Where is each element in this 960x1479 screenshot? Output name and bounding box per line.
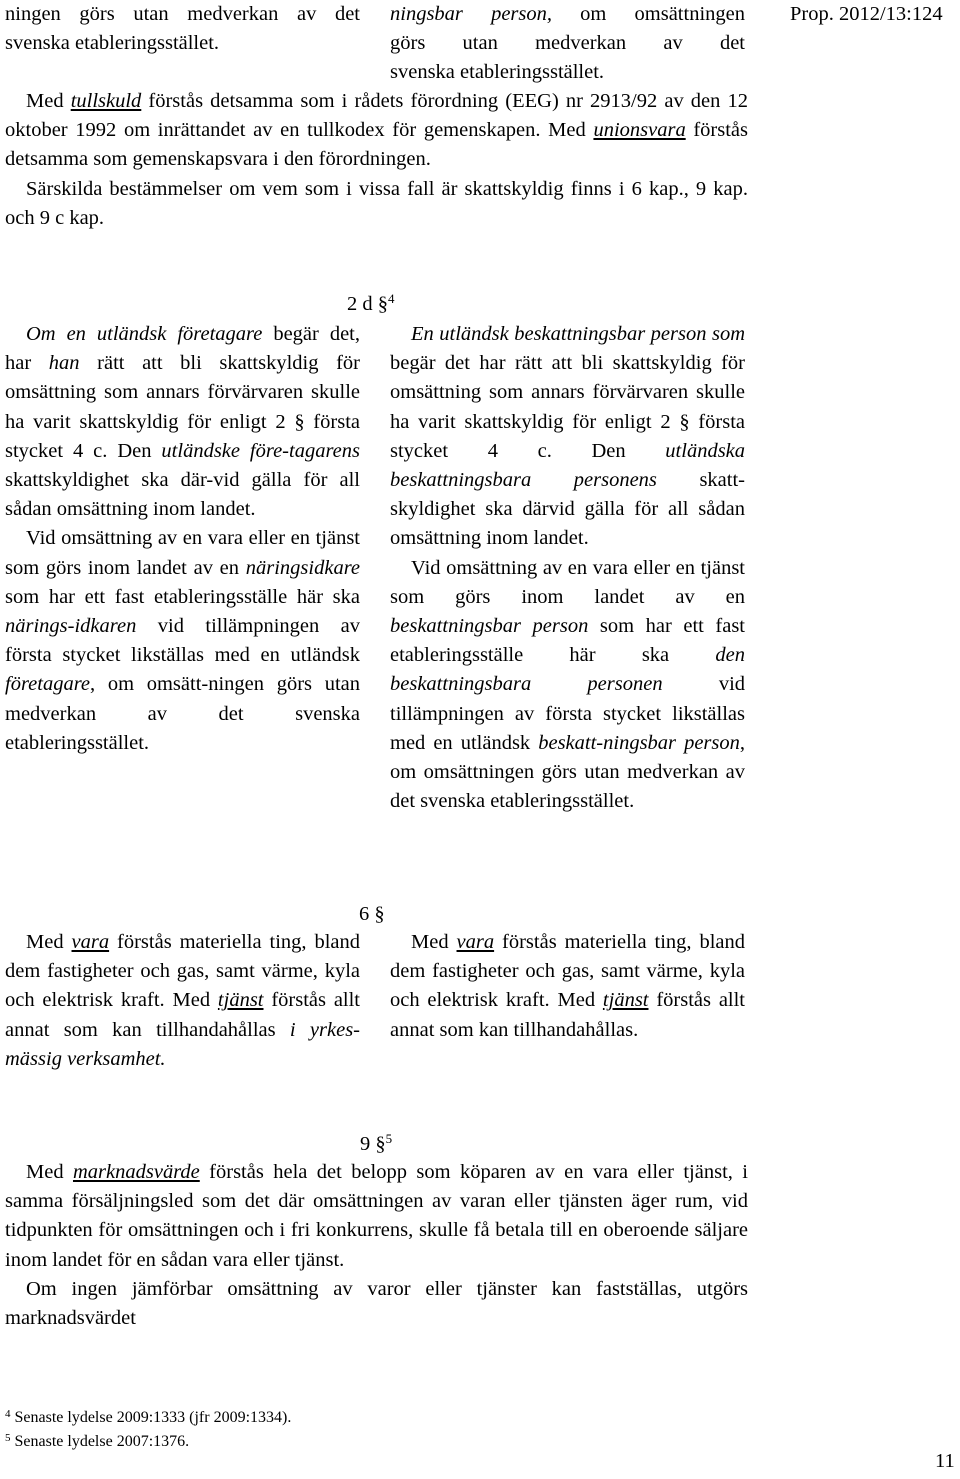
section-heading-9: 9 §$^5$ <box>360 1131 393 1155</box>
term-tullskuld: tullskuld <box>70 90 142 112</box>
section-2d-right-p1: En utländsk beskattningsbar person som begär det har rätt att bli skattskyldig för omsättning som annars förvärvaren skulle ha varit skattskyldig för enligt 2 § första stycket 4 c. Den utländska beskattningsbara personens skatt-skyldighet ska därvid gälla för all sådan omsättning inom landet. <box>390 323 746 550</box>
section-2d-current-text <box>5 320 360 758</box>
term-tjanst: tjänst <box>602 989 649 1012</box>
top-right-continuation <box>390 0 745 88</box>
proposition-reference: Prop. 2012/13:124 <box>790 3 943 25</box>
footnote-5: $^5$ Senaste lydelse 2007:1376. <box>5 1432 190 1450</box>
term-unionsvara: unionsvara <box>593 119 686 142</box>
section-9-p2: Om ingen jämförbar omsättning av varor eller tjänster kan fastställas, utgörs marknadsvärdet <box>5 1277 748 1330</box>
text-line: ningen görs utan medverkan av det <box>5 3 360 25</box>
section-2d-proposed-text <box>390 320 745 816</box>
text-line: ningsbar person, om omsättningen <box>390 3 745 25</box>
section-9-text <box>5 1158 748 1333</box>
section-6-current-text <box>5 928 360 1074</box>
text-line: svenska etableringsstället. <box>5 32 220 55</box>
page-number: 11 <box>935 1450 955 1472</box>
section-heading-2d: 2 d §$^4$ <box>347 291 395 315</box>
term-tjanst: tjänst <box>217 989 264 1012</box>
text-line: görs utan medverkan av det <box>390 32 745 55</box>
section-6-left-paragraph: Med vara förstås materiella ting, bland dem fastigheter och gas, samt värme, kyla och elektrisk kraft. Med tjänst förstås allt annat som kan tillhandahållas i yrkes-mässig verksamhet. <box>5 931 361 1070</box>
section-6-right-paragraph: Med vara förstås materiella ting, bland dem fastigheter och gas, samt värme, kyla och elektrisk kraft. Med tjänst förstås allt annat som kan tillhandahållas. <box>390 931 746 1041</box>
section-9-p1: Med marknadsvärde förstås hela det belopp som köparen av en vara eller tjänst, i samma försäljningsled som det där omsättningen av varan eller tjänsten äger rum, vid tidpunkten för omsättningen och i fri konkurrens, skulle få betala till en oberoende säljare inom landet för en sådan vara eller tjänst. <box>5 1161 748 1271</box>
footnote-4: $^4$ Senaste lydelse 2009:1333 (jfr 2009:1334). <box>5 1408 292 1426</box>
section-6-proposed-text <box>390 928 745 1045</box>
term-vara: vara <box>71 931 110 953</box>
section-2d-left-p2: Vid omsättning av en vara eller en tjänst som görs inom landet av en näringsidkare som har ett fast etableringsställe här ska närings-idkaren vid tillämpningen av första stycket likställas med en utländsk företagare, om omsätt-ningen görs utan medverkan av det svenska etableringsstället. <box>5 527 361 754</box>
section-2d-left-p1: Om en utländsk företagare begär det, har han rätt att bli skattskyldig för omsättning som annars förvärvaren skulle ha varit skattskyldig för enligt 2 § första stycket 4 c. Den utländske före-tagarens skattskyldighet ska där-vid gälla för all sådan omsättning inom landet. <box>5 323 361 521</box>
footnote-ref-4: 4 <box>388 291 395 306</box>
tullskuld-definition: Med tullskuld förstås detsamma som i rådets förordning (EEG) nr 2913/92 av den 12 oktober 1992 om inrättandet av en tullkodex för gemenskapen. Med unionsvara förstås detsamma som gemenskapsvara i den förordningen. <box>5 90 749 171</box>
definitions-paragraph <box>5 87 748 233</box>
footnote-ref-5: 5 <box>385 1131 393 1146</box>
term-marknadsvarde: marknadsvärde <box>72 1161 200 1183</box>
text-line: svenska etableringsstället. <box>390 61 605 84</box>
section-2d-right-p2: Vid omsättning av en vara eller en tjänst som görs inom landet av en beskattningsbar person som har ett fast etableringsställe här ska den beskattningsbara personen vid tillämpningen av första stycket likställas med en utländsk beskatt-ningsbar person, om omsättningen görs utan medverkan av det svenska etableringsstället. <box>390 556 746 813</box>
section-heading-6: 6 § <box>359 903 385 925</box>
term-vara: vara <box>456 931 495 953</box>
top-left-continuation <box>5 0 360 58</box>
special-provisions-paragraph: Särskilda bestämmelser om vem som i vissa fall är skattskyldig finns i 6 kap., 9 kap. och 9 c kap. <box>5 177 748 229</box>
